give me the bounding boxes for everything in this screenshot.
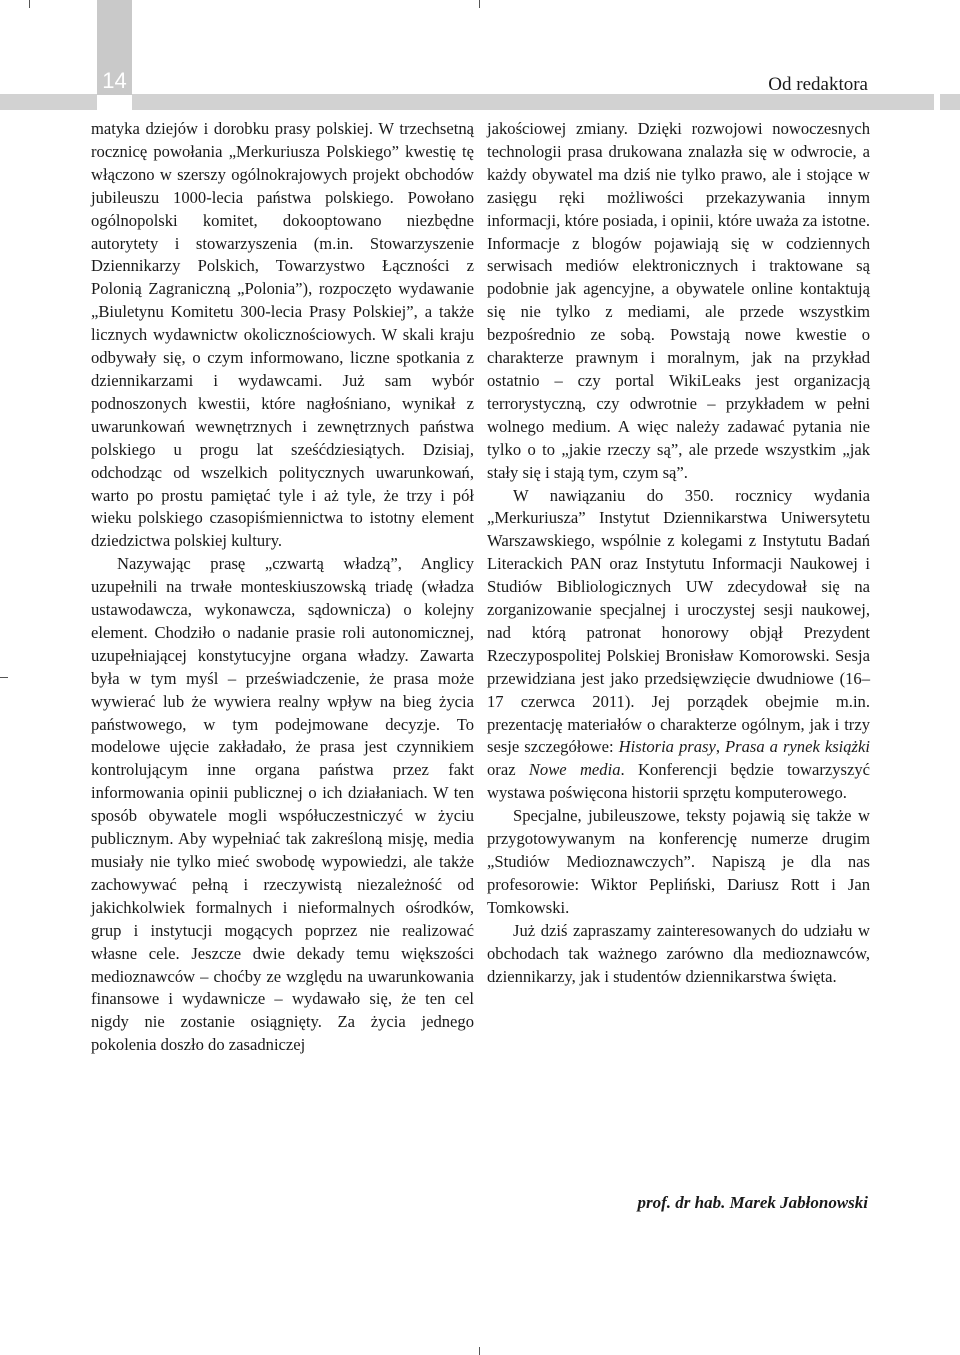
left-column (91, 118, 474, 1057)
right-paragraph-3: Specjalne, jubileuszowe, teksty pojawią się także w przygotowywanym na konferencję numerze drugim „Studiów Medioznawczych”. Napiszą je dla nas profesorowie: Wiktor Pepliński, Dariusz Rott i Jan Tomkowski. (487, 806, 870, 917)
right-paragraph-2-end: . Konferencji będzie towarzyszyć wystawa poświęcona historii sprzętu komputerowego. (487, 760, 871, 803)
section-title: Od redaktora (768, 74, 868, 95)
session-title-new-media: Nowe media (528, 760, 621, 780)
separator-2: oraz (487, 760, 529, 780)
left-paragraph-2: Nazywając prasę „czwartą władzą”, Anglicy uzupełnili na trwałe monteskiuszowską triadę (władza ustawodawcza, wykonawcza, sądownicza) o kolejny element. Chodziło o nadanie prasie roli autonomicznej, uzupełniającej konstytucyjne organa władzy. Zawarta była w tym myśl – przeświadczenie, że prasa może wywierać lub że wywiera realny wpływ na bieg życia państwowego, w tym podejmowane decyzje. To modelowe ujęcie zakładało, że prasa jest czynnikiem kontrolującym inne organa państwa przez fakt informowania opinii publicznej o ich działaniach. W ten sposób obywatele mogli współuczestniczyć w życiu publicznym. Aby wypełniać tak zakreśloną misję, media musiały nie tylko mieć swobodę wypowiedzi, ale także zachowywać pełną i rzeczywistą niezależność od jakichkolwiek formalnych i nieformalnych ośrodków, grup i instytucji mogących poprzez nie realizować własne cele. Jeszcze dwie dekady temu większości medioznawców – choćby ze względu na uwarunkowania finansowe i wydawnicze – wydawało się, że ten cel nigdy nie zostanie osiągnięty. Za życia jednego pokolenia doszło do zasadniczej (91, 554, 474, 1055)
page-number: 14 (102, 68, 127, 93)
right-column (487, 118, 870, 988)
left-paragraph-1: matyka dziejów i dorobku prasy polskiej. W trzechsetną rocznicę powołania „Merkuriusza Polskiego” kwestię tę włączono w szerszy ogólnokrajowych projekt obchodów jubileuszu 1000-lecia państwa polskiego. Powołano ogólnopolski komitet, dokooptowano niezbędne autorytety i stowarzyszenia (m.in. Stowarzyszenie Dziennikarzy Polskich, Towarzystwo Łączności z Polonią Zagraniczną „Polonia”), rozpoczęto wydawanie „Biuletynu Komitetu 300-lecia Prasy Polskiej”, a także licznych wydawnictw okolicznościowych. W skali kraju odbywały się, o czym informowano, liczne spotkania z dziennikarzami i wydawcami. Już sam wybór podnoszonych kwestii, które nagłośniano, wynikał z uwarunkowań wewnętrznych i zewnętrznych państwa polskiego u progu lat sześćdziesiątych. Dzisiaj, odchodząc od wszelkich politycznych uwarunkowań, warto po prostu pamiętać tyle i aż tyle, że trzy i pół wieku polskiego czasopiśmiennictwa to istotny element dziedzictwa polskiej kultury. (91, 119, 474, 551)
right-paragraph-1: jakościowej zmiany. Dzięki rozwojowi nowoczesnych technologii prasa drukowana znalazła się w odwrocie, a każdy obywatel ma dziś nie tylko prawo, ale i stojące w zasięgu ręki możliwości przekazywania innym informacji, które posiada, i opinii, które uważa za istotne. Informacje z blogów pojawiają się w codziennych serwisach mediów elektronicznych i traktowane są podobnie jak agencyjne, a obywatele online kontaktują się nie tylko z mediami, ale przede wszystkim bezpośrednio ze sobą. Powstają nowe kwestie o charakterze prawnym i moralnym, jak na przykład ostatnio – czy portal WikiLeaks jest organizacją terrorystyczną, czy odwrotnie – przykładem w pełni wolnego medium. A więc należy zadawać pytania nie tylko o to „jakie rzeczy są”, ale przede wszystkim „jak stały się i stają tym, czym są”. (487, 119, 870, 482)
right-paragraph-2-start: W nawiązaniu do 350. rocznicy wydania „Merkuriusza” Instytut Dziennikarstwa Uniwersytetu Warszawskiego, wspólnie z kolegami z Instytutu Badań Literackich PAN oraz Instytutu Informacji Naukowej i Studiów Bibliologicznych UW zdecydował się na zorganizowanie specjalnej i uroczystej sesji naukowej, nad którą patronat honorowy objął Prezydent Rzeczypospolitej Polskiej Bronisław Komorowski. Sesja przewidziana jest jako przedsięwzięcie dwudniowe (16–17 czerwca 2011). Jej porządek obejmie m.in. prezentację materiałów o charakterze ogólnym, jak i trzy sesje szczegółowe: (487, 485, 870, 757)
author-signature: prof. dr hab. Marek Jabłonowski (637, 1193, 868, 1212)
header-band-left (0, 94, 97, 110)
session-title-press-market: Prasa a rynek książki (725, 737, 870, 757)
right-paragraph-2 (487, 485, 870, 806)
crop-mark-top-left (29, 0, 30, 8)
separator-1: , (715, 737, 726, 757)
session-title-history: Historia prasy (618, 737, 716, 757)
crop-mark-top-center (479, 0, 480, 8)
crop-mark-bottom-center (479, 1347, 480, 1355)
right-paragraph-4: Już dziś zapraszamy zainteresowanych do udziału w obchodach tak ważnego zarówno dla medioznawców, dziennikarzy, jak i studentów dziennikarstwa święta. (487, 920, 870, 986)
header-band-edge (940, 94, 960, 110)
header-band-right (132, 94, 934, 110)
crop-mark-left-middle (0, 677, 8, 678)
